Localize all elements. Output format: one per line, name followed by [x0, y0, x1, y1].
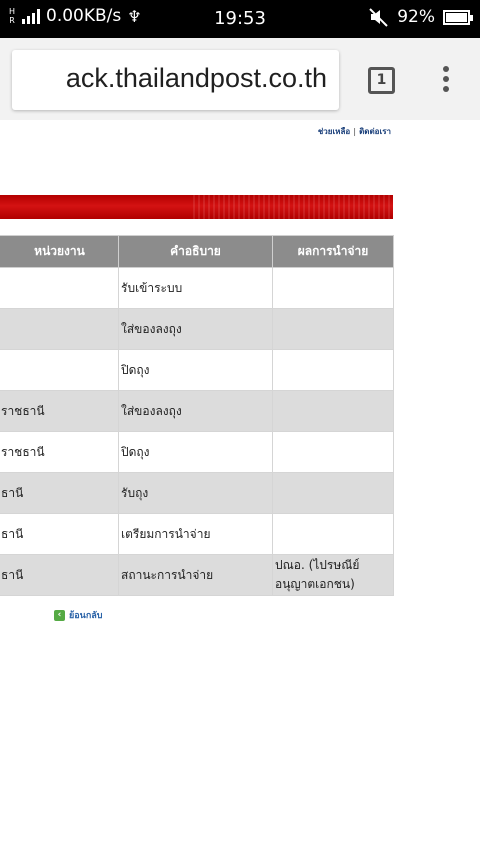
- mute-icon: [367, 7, 389, 27]
- usb-icon: ♆: [127, 6, 142, 26]
- cell-description: รับเข้าระบบ: [119, 268, 273, 309]
- cell-unit: ธานี: [0, 473, 119, 514]
- back-link-label[interactable]: ย้อนกลับ: [69, 611, 103, 621]
- help-link[interactable]: ช่วยเหลือ: [317, 127, 351, 136]
- cell-description: ปิดถุง: [119, 432, 273, 473]
- cell-description: ใส่ของลงถุง: [119, 391, 273, 432]
- status-right: [367, 7, 470, 27]
- cell-unit: ราชธานี: [0, 432, 119, 473]
- cell-description: ปิดถุง: [119, 350, 273, 391]
- cell-result: [273, 350, 394, 391]
- table-row: [0, 473, 394, 514]
- header-description: คำอธิบาย: [119, 236, 273, 268]
- table-header-row: [0, 236, 394, 268]
- contact-link[interactable]: ติดต่อเรา: [359, 127, 391, 136]
- url-text[interactable]: ack.thailandpost.co.th: [65, 63, 327, 93]
- cell-unit: [0, 350, 119, 391]
- top-links: [318, 125, 391, 138]
- back-arrow-icon: ‹: [54, 610, 65, 621]
- table-row: [0, 309, 394, 350]
- cell-result: ปณอ. (ไปรษณีย์อนุญาตเอกชน): [273, 555, 394, 596]
- table-row: [0, 514, 394, 555]
- web-page: [0, 120, 480, 854]
- cell-description: รับถุง: [119, 473, 273, 514]
- cell-description: ใส่ของลงถุง: [119, 309, 273, 350]
- data-speed: 0.00KB/s: [46, 6, 122, 26]
- cell-unit: [0, 268, 119, 309]
- header-banner: [0, 195, 393, 219]
- battery-fill: [446, 13, 467, 22]
- cell-result: [273, 514, 394, 555]
- cell-result: [273, 309, 394, 350]
- table-row: [0, 555, 394, 596]
- cell-description: สถานะการนำจ่าย: [119, 555, 273, 596]
- table-row: [0, 268, 394, 309]
- header-result: ผลการนำจ่าย: [273, 236, 394, 268]
- clock: 19:53: [214, 8, 266, 29]
- link-separator: |: [353, 127, 357, 136]
- battery-icon: [443, 10, 470, 25]
- cell-unit: [0, 309, 119, 350]
- url-bar[interactable]: [12, 50, 339, 110]
- cell-description: เตรียมการนำจ่าย: [119, 514, 273, 555]
- cell-unit: ธานี: [0, 514, 119, 555]
- back-link[interactable]: [54, 608, 103, 622]
- tab-switcher-button[interactable]: 1: [368, 67, 395, 94]
- status-bar: [0, 0, 480, 38]
- table-row: [0, 391, 394, 432]
- cell-result: [273, 473, 394, 514]
- tracking-table: [0, 235, 394, 596]
- table-row: [0, 432, 394, 473]
- cell-result: [273, 432, 394, 473]
- header-unit: หน่วยงาน: [0, 236, 119, 268]
- cell-unit: ราชธานี: [0, 391, 119, 432]
- overflow-menu-icon[interactable]: [437, 66, 455, 96]
- browser-toolbar: [0, 38, 480, 120]
- table-row: [0, 350, 394, 391]
- cell-unit: ธานี: [0, 555, 119, 596]
- cell-result: [273, 391, 394, 432]
- battery-percent: 92%: [397, 7, 435, 27]
- network-type-indicator: H R: [8, 7, 15, 25]
- cell-result: [273, 268, 394, 309]
